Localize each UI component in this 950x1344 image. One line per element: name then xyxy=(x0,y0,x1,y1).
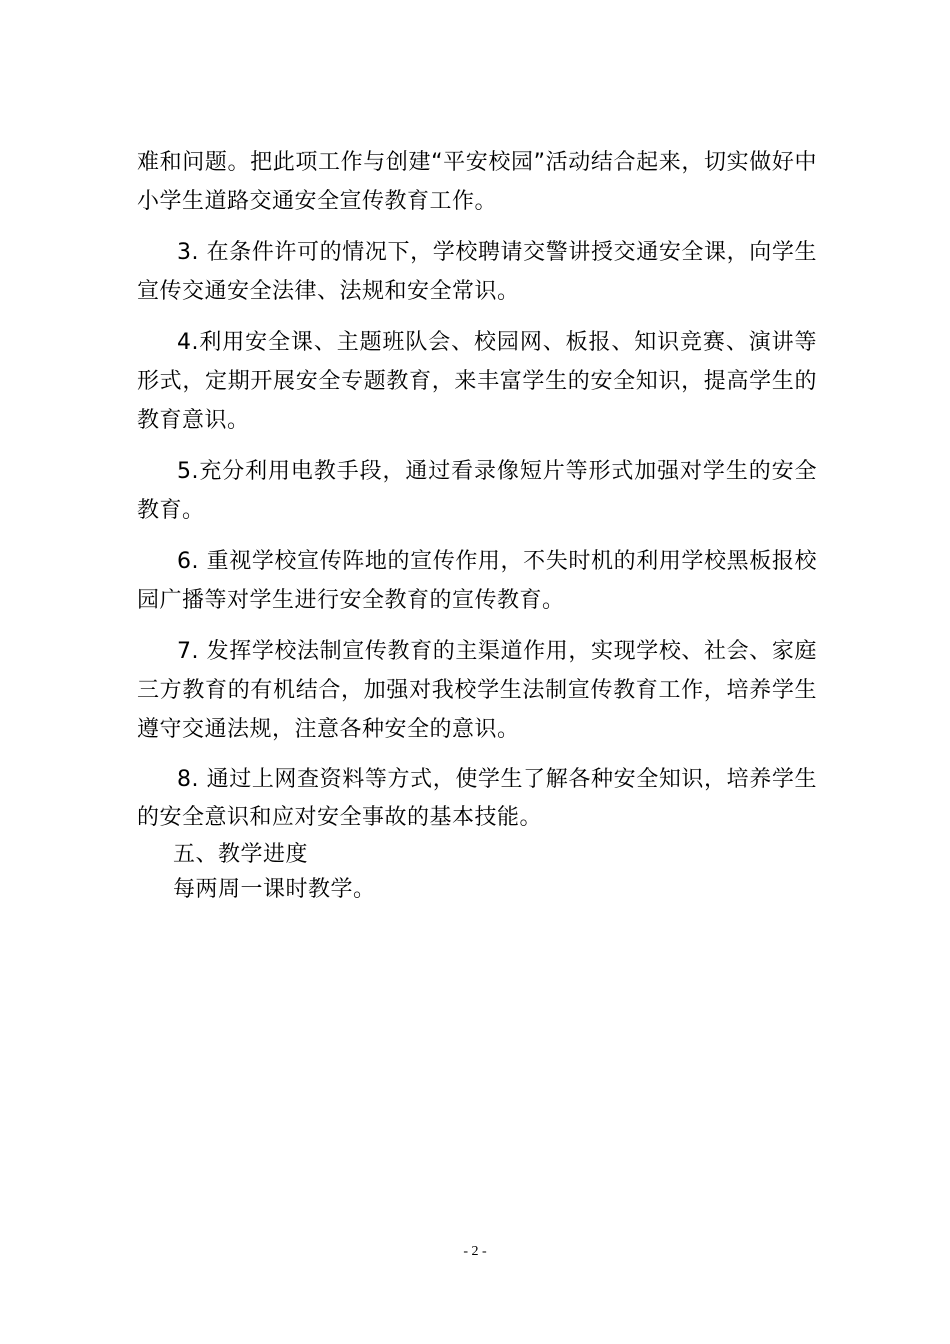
paragraph-continuation: 难和问题。把此项工作与创建“平安校园”活动结合起来，切实做好中小学生道路交通安全宣传教育工作。 xyxy=(137,150,817,214)
document-body xyxy=(137,143,817,907)
paragraph-item-5: 5.充分利用电教手段，通过看录像短片等形式加强对学生的安全教育。 xyxy=(137,459,817,523)
paragraph-item-4: 4.利用安全课、主题班队会、校园网、板报、知识竞赛、演讲等形式，定期开展安全专题教育，来丰富学生的安全知识，提高学生的教育意识。 xyxy=(137,330,817,433)
paragraph-item-3: 3. 在条件许可的情况下，学校聘请交警讲授交通安全课，向学生宣传交通安全法律、法规和安全常识。 xyxy=(137,240,817,304)
paragraph-item-6: 6. 重视学校宣传阵地的宣传作用，不失时机的利用学校黑板报校园广播等对学生进行安全教育的宣传教育。 xyxy=(137,549,817,613)
section-heading: 五、教学进度 xyxy=(173,842,309,867)
section-body: 每两周一课时教学。 xyxy=(173,877,376,902)
page-number: - 2 - xyxy=(463,1244,487,1259)
paragraph-item-7: 7. 发挥学校法制宣传教育的主渠道作用，实现学校、社会、家庭三方教育的有机结合，加强对我校学生法制宣传教育工作，培养学生遵守交通法规，注意各种安全的意识。 xyxy=(137,639,817,742)
paragraph-item-8: 8. 通过上网查资料等方式，使学生了解各种安全知识，培养学生的安全意识和应对安全事故的基本技能。 xyxy=(137,767,817,830)
